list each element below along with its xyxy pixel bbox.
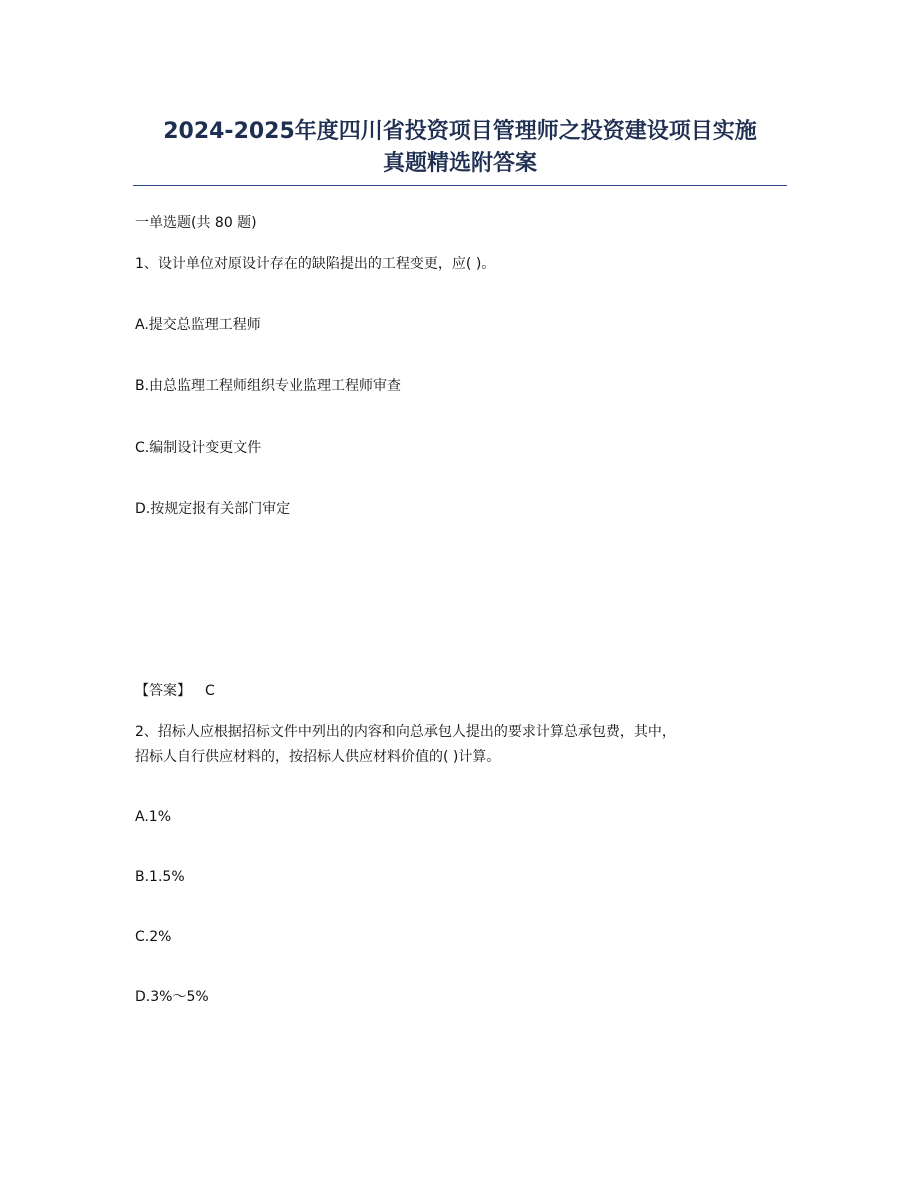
section-heading: 一单选题(共 80 题) [135,215,257,231]
answer-label: 【答案】 [135,683,191,699]
question-2-option-a: A.1% [135,809,171,825]
document-title [100,116,820,180]
question-2-stem-line-2: 招标人自行供应材料的，按招标人供应材料价值的( )计算。 [135,749,501,765]
question-2-option-c: C.2% [135,929,172,945]
title-divider [133,185,787,186]
question-2-option-b: B.1.5% [135,869,185,885]
document-title-line-1: 2024-2025年度四川省投资项目管理师之投资建设项目实施 [163,119,757,144]
question-1-option-b: B.由总监理工程师组织专业监理工程师审查 [135,378,402,394]
question-1-option-c: C.编制设计变更文件 [135,440,262,456]
question-2-stem-line-1: 2、招标人应根据招标文件中列出的内容和向总承包人提出的要求计算总承包费，其中， [135,724,676,740]
document-title-line-2: 真题精选附答案 [382,151,537,176]
question-1-answer [135,679,215,703]
question-1-stem: 1、设计单位对原设计存在的缺陷提出的工程变更，应( )。 [135,256,496,272]
question-1-option-d: D.按规定报有关部门审定 [135,501,291,517]
answer-value: C [205,683,215,699]
question-2-option-d: D.3%～5% [135,989,209,1005]
question-1-option-a: A.提交总监理工程师 [135,317,261,333]
